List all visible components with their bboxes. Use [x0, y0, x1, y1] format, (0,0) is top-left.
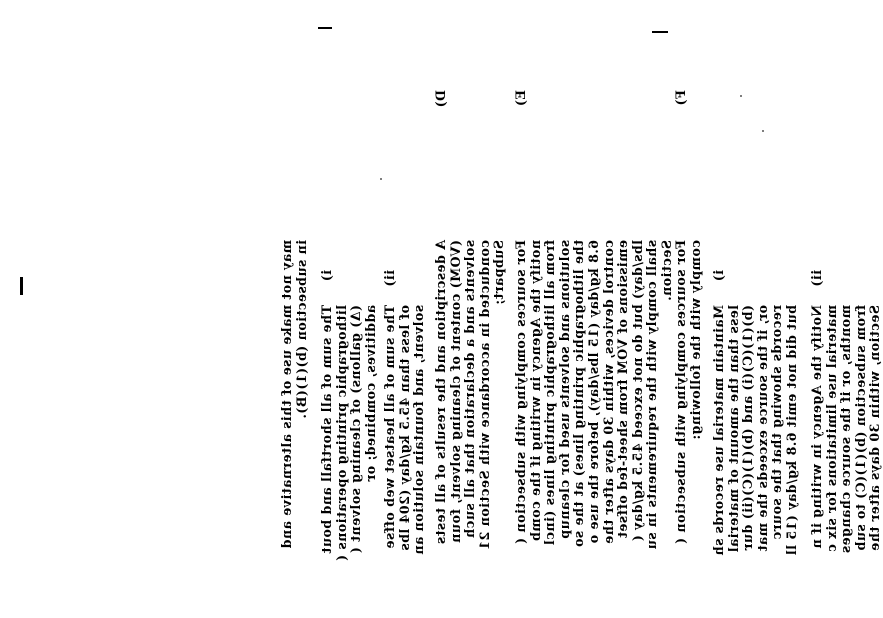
section-f-text: For sources complying with subsection ( comply with the following: — [673, 240, 703, 545]
section-f-ii-text: Notify the Agency in writing if n material use limitations for six c months, or if the source changes from subsection (b)(1)(C) to sub Section, within 30 days after the — [809, 305, 883, 554]
section-f-label: F) — [673, 90, 688, 106]
scan-speck — [762, 130, 764, 132]
section-d-label: D) — [433, 90, 448, 108]
section-d-text: A description and the results of all tests (VOM) content of cleaning solvent, foun solvents and a declaration that all such conducted in accordance with Section 21 Subpart; — [433, 240, 507, 551]
page-tick-mark — [318, 27, 332, 29]
item-i-text: The sum of all shortfall and bout lithographic printing operations ( (Δ) gallons) of cleaning solvent ( additives, combined; or — [319, 305, 378, 562]
section-f-ii-label: ii) — [809, 270, 824, 288]
section-e-text: For sources complying with subsection ( notify the Agency in writing if the comb from all lithographic printing lines (incl solutions and solvents used for cleanup the lithographic printing lines) at the so 6.8 kg/day (15 lbs/day), before the use o control devices, within 30 days after the emissions of VOM from sheet-fed offset lbs/day) but do not exceed 45.5 kg/day ( shall comply with the requirements in su Section. — [513, 240, 674, 550]
page-tick-mark — [652, 31, 668, 33]
item-ii-text: The sum of all heatset web offse of less than 45.5 kg/day (204 lbs solvent, and fountain solution an — [382, 305, 427, 556]
item-i-label: i) — [319, 270, 334, 282]
intro-text: may not make use of this alternative and in subsection (b)(1)(B). — [279, 240, 309, 549]
item-ii-label: ii) — [382, 270, 397, 288]
section-e-label: E) — [513, 90, 528, 107]
rotated-document-text — [279, 90, 883, 610]
binding-mark — [20, 277, 23, 295]
section-f-i-label: i) — [711, 270, 726, 282]
section-f-i-text: Maintain material use records sh less than the amount of material (b)(1)(C)(i) and (b)(1)(C)(ii) dur or, if the source exceeds the mat records showing that the sourc but did not emit 6.8 kg/day (15 ll — [711, 305, 799, 556]
